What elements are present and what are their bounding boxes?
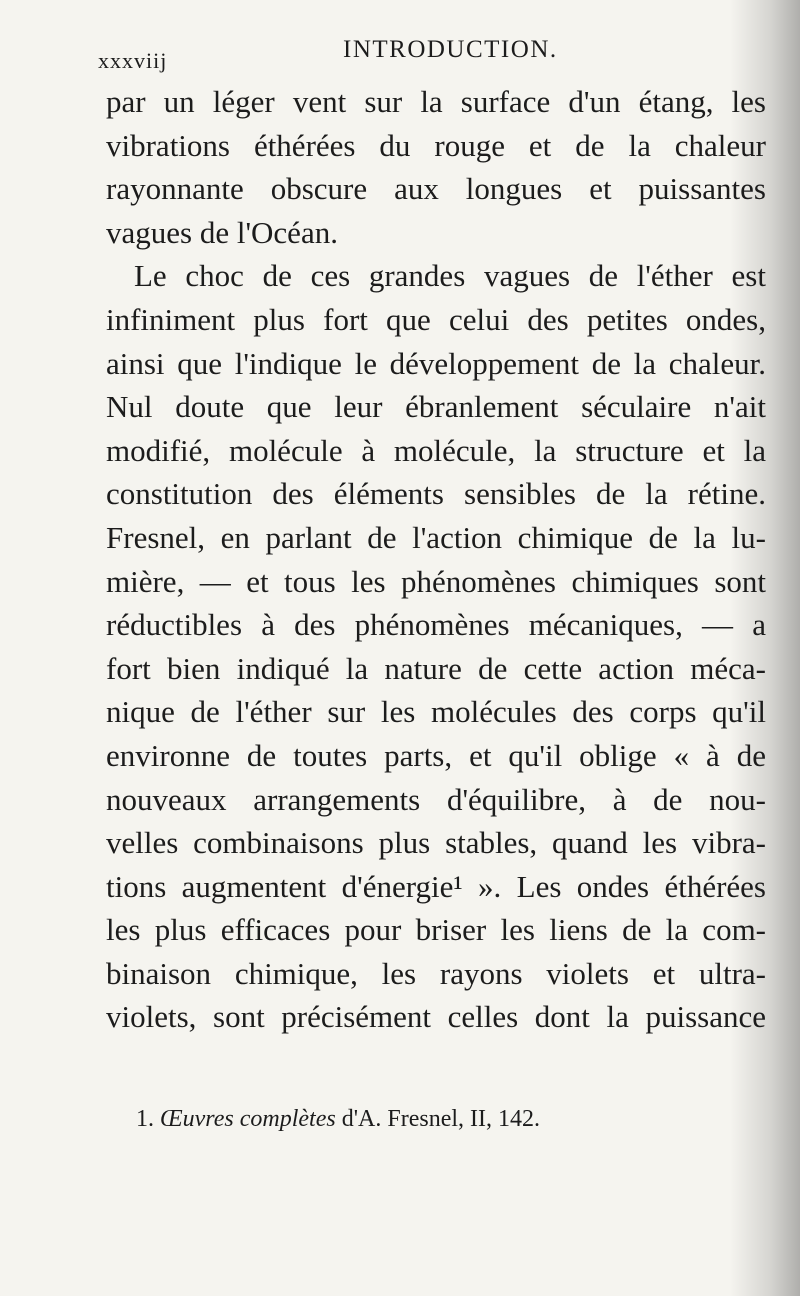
text-line: rayonnante obscure aux longues et puissantes bbox=[106, 171, 766, 207]
text-line: les plus efficaces pour briser les liens de la com- bbox=[106, 912, 766, 948]
footnote-title: Œuvres complètes bbox=[160, 1106, 336, 1132]
text-line: vagues de l'Océan. bbox=[106, 214, 338, 250]
page-number: xxxviij bbox=[98, 48, 168, 73]
text-line: nouveaux arrangements d'équilibre, à de nou- bbox=[106, 781, 766, 817]
text-line: modifié, molécule à molécule, la structure et la bbox=[106, 432, 766, 468]
running-title: INTRODUCTION. bbox=[343, 36, 558, 63]
text-line: velles combinaisons plus stables, quand les vibra- bbox=[106, 825, 766, 861]
text-line: fort bien indiqué la nature de cette action méca- bbox=[106, 650, 766, 686]
footnote-text: d'A. Fresnel, II, 142. bbox=[341, 1106, 541, 1132]
text-line: nique de l'éther sur les molécules des corps qu'il bbox=[106, 694, 766, 730]
text-line: réductibles à des phénomènes mécaniques, — a bbox=[106, 607, 766, 643]
text-line: vibrations éthérées du rouge et de la chaleur bbox=[106, 127, 766, 163]
text-line: binaison chimique, les rayons violets et ultra- bbox=[106, 955, 766, 991]
footnote bbox=[136, 1106, 540, 1133]
text-line: Nul doute que leur ébranlement séculaire n'ait bbox=[106, 389, 766, 425]
running-head bbox=[98, 36, 748, 76]
text-line: tions augmentent d'énergie¹ ». Les ondes éthérées bbox=[106, 868, 766, 904]
text-line: constitution des éléments sensibles de la rétine. bbox=[106, 476, 766, 512]
text-line: mière, — et tous les phénomènes chimiques sont bbox=[106, 563, 766, 599]
text-line: violets, sont précisément celles dont la puissance bbox=[106, 999, 766, 1035]
body-text bbox=[106, 80, 766, 1039]
text-line: Le choc de ces grandes vagues de l'éther est bbox=[134, 258, 766, 294]
text-line: environne de toutes parts, et qu'il oblige « à de bbox=[106, 737, 766, 773]
text-line: par un léger vent sur la surface d'un étang, les bbox=[106, 84, 766, 119]
text-line: infiniment plus fort que celui des petites ondes, bbox=[106, 301, 766, 337]
footnote-number: 1. bbox=[136, 1106, 154, 1132]
text-line: Fresnel, en parlant de l'action chimique de la lu- bbox=[106, 519, 766, 555]
text-line: ainsi que l'indique le développement de la chaleur. bbox=[106, 345, 766, 381]
